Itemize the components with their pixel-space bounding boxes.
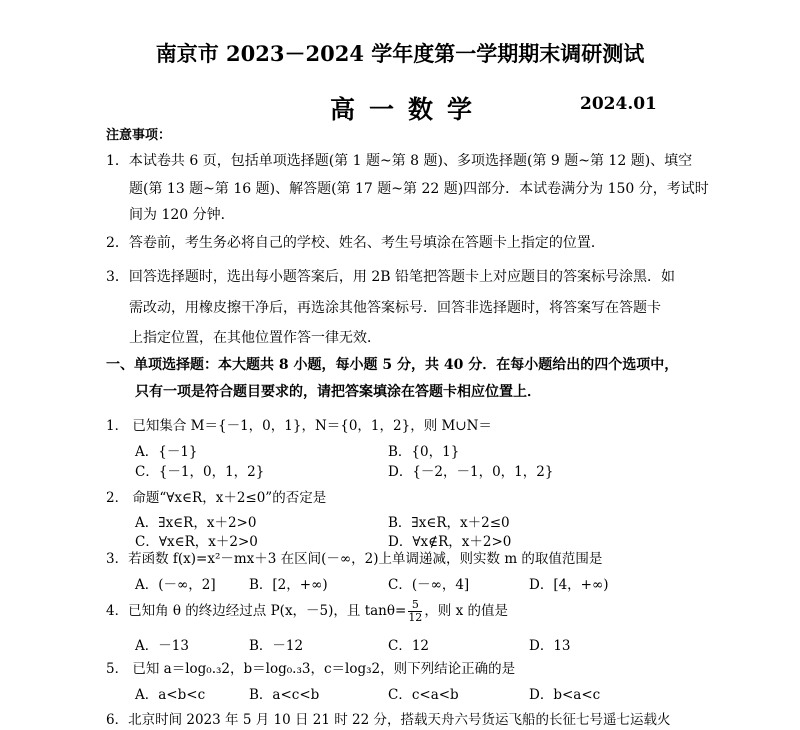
question-2-option-c: C．∀x∈R，x＋2>0 — [135, 534, 258, 550]
question-2-option-b: B．∃x∈R，x＋2≤0 — [388, 515, 510, 531]
instruction-3-line-2: 需改动，用橡皮擦干净后，再选涂其他答案标号．回答非选择题时，将答案写在答题卡 — [129, 300, 661, 316]
question-5-stem: 5． 已知 a＝log₀.₃2，b＝log₀.₃3，c＝log₃2，则下列结论正确的是 — [106, 661, 516, 677]
question-5-option-b: B．a<c<b — [249, 687, 320, 703]
question-3-option-b: B．[2，+∞) — [249, 577, 328, 593]
question-4-stem — [106, 599, 508, 624]
question-6-stem: 6．北京时间 2023 年 5 月 10 日 21 时 22 分，搭载天舟六号货运飞船的长征七号遥七运载火 — [106, 712, 671, 728]
instruction-2: 2．答卷前，考生务必将自己的学校、姓名、考生号填涂在答题卡上指定的位置． — [106, 235, 605, 251]
exam-date: 2024.01 — [580, 94, 657, 114]
question-3-option-d: D．[4，+∞) — [529, 577, 609, 593]
question-4-stem-pre: 4．已知角 θ 的终边经过点 P(x，－5)，且 tanθ= — [106, 603, 407, 619]
question-4-option-c: C．12 — [388, 638, 430, 654]
instruction-1-line-1: 1．本试卷共 6 页，包括单项选择题(第 1 题~第 8 题)、多项选择题(第 9 题~第 12 题)、填空 — [106, 153, 693, 169]
question-2-option-a: A．∃x∈R，x＋2>0 — [135, 515, 257, 531]
question-4-option-d: D．13 — [529, 638, 571, 654]
exam-subtitle: 高一数学 — [330, 95, 487, 124]
instruction-1-line-3: 间为 120 分钟． — [129, 207, 235, 223]
question-1-option-b: B．{0，1} — [388, 444, 460, 460]
instruction-3-line-3: 上指定位置，在其他位置作答一律无效． — [129, 330, 381, 346]
question-3-option-a: A．(－∞，2] — [135, 577, 216, 593]
instruction-1-line-2: 题(第 13 题~第 16 题)、解答题(第 17 题~第 22 题)四部分．本试卷满分为 150 分，考试时 — [129, 181, 709, 197]
question-1-option-c: C．{－1，0，1，2} — [135, 464, 265, 480]
question-5-option-a: A．a<b<c — [135, 687, 206, 703]
question-5-option-c: C．c<a<b — [388, 687, 459, 703]
question-4-stem-post: ，则 x 的值是 — [424, 603, 509, 619]
fraction-denominator: 12 — [408, 611, 423, 624]
question-1-option-d: D．{－2，－1，0，1，2} — [388, 464, 554, 480]
section-1-heading-line-2: 只有一项是符合题目要求的，请把答案填涂在答题卡相应位置上． — [135, 384, 541, 400]
fraction-numerator: 5 — [408, 599, 422, 612]
question-4-option-a: A．－13 — [135, 638, 189, 654]
tan-fraction — [408, 599, 422, 624]
notice-heading: 注意事项： — [106, 128, 172, 143]
question-4-option-b: B．－12 — [249, 638, 304, 654]
question-1-stem: 1． 已知集合 M＝{－1，0，1}，N＝{0，1，2}，则 M∪N＝ — [106, 418, 492, 434]
question-2-option-d: D．∀x∉R，x＋2>0 — [388, 534, 512, 550]
exam-title: 南京市 2023－2024 学年度第一学期期末调研测试 — [155, 41, 645, 66]
section-1-heading: 一、单项选择题：本大题共 8 小题，每小题 5 分，共 40 分．在每小题给出的四个选项中， — [106, 357, 679, 373]
question-5-option-d: D．b<a<c — [529, 687, 601, 703]
question-1-option-a: A．{－1} — [135, 444, 198, 460]
question-3-stem: 3．若函数 f(x)=x²－mx＋3 在区间(－∞，2)上单调递减，则实数 m 的取值范围是 — [106, 551, 603, 567]
question-2-stem: 2． 命题“∀x∈R，x＋2≤0”的否定是 — [106, 490, 327, 506]
question-3-option-c: C．(－∞，4] — [388, 577, 470, 593]
instruction-3-line-1: 3．回答选择题时，选出每小题答案后，用 2B 铅笔把答题卡上对应题目的答案标号涂黑．如 — [106, 269, 676, 285]
